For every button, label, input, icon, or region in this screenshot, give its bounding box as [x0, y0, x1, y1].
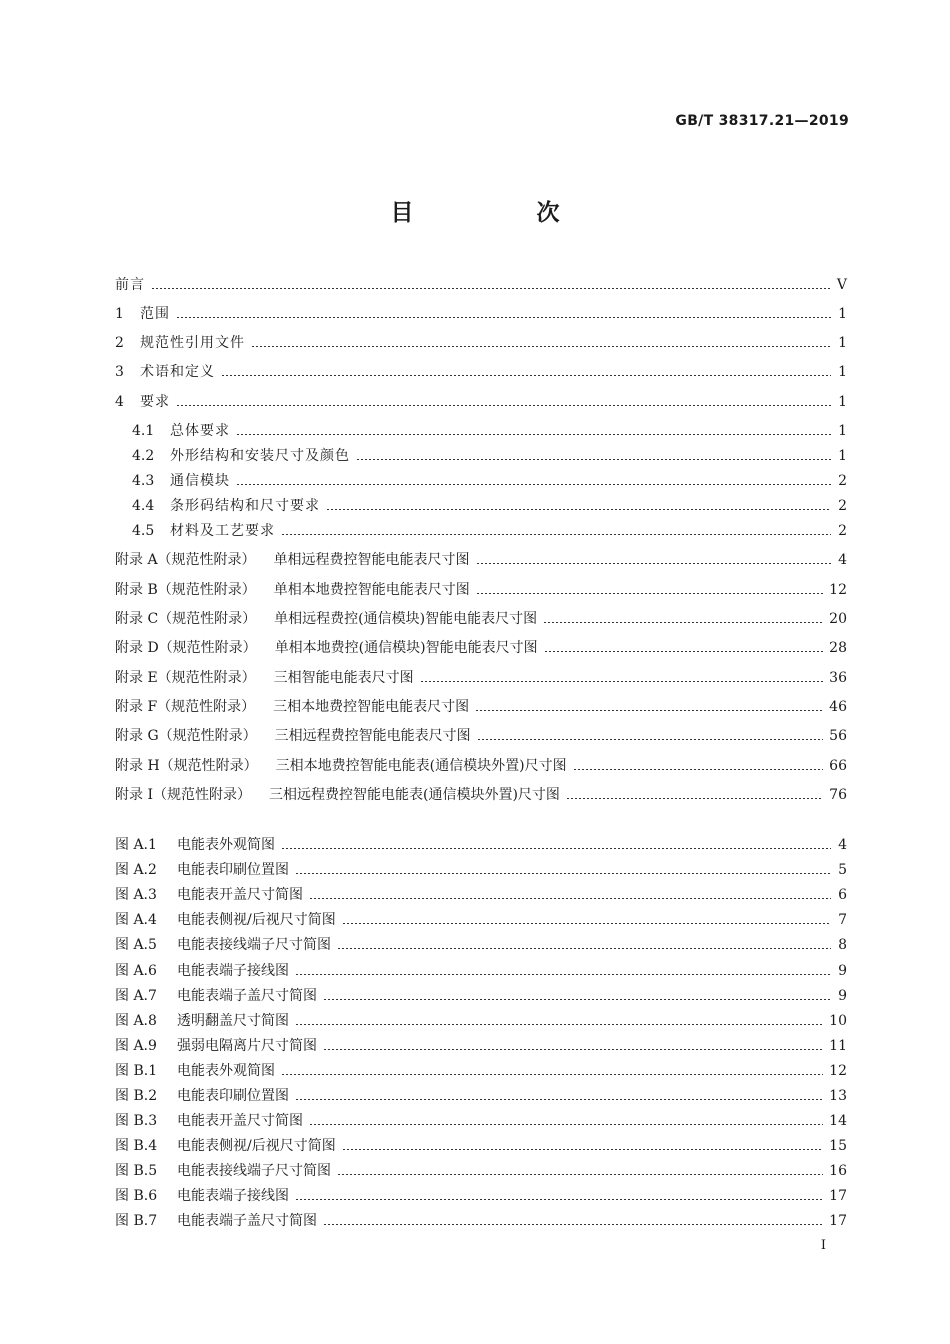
- toc-entry-label: 范围: [140, 306, 170, 322]
- dot-leader: [323, 1049, 823, 1050]
- dot-leader: [326, 509, 831, 510]
- toc-appendix-d[interactable]: [115, 639, 847, 657]
- toc-entry-page: 36: [829, 670, 847, 686]
- dot-leader: [236, 434, 831, 435]
- toc-entry-page: 16: [829, 1163, 847, 1179]
- toc-entry-label: 电能表端子盖尺寸简图: [177, 1213, 317, 1229]
- dot-leader: [251, 346, 831, 347]
- page-title: 目 次: [390, 200, 610, 226]
- toc-entry-label: 要求: [140, 394, 170, 410]
- toc-entry-label: 外形结构和安装尺寸及颜色: [170, 448, 350, 464]
- dot-leader: [356, 459, 831, 460]
- toc-entry-page: 7: [838, 912, 847, 928]
- toc-entry-label: 三相智能电能表尺寸图: [273, 670, 414, 686]
- figure-number: 图 A.9: [115, 1038, 157, 1054]
- dot-leader: [221, 375, 831, 376]
- toc-figure[interactable]: [115, 1162, 847, 1180]
- toc-entry-label: 规范性引用文件: [140, 335, 245, 351]
- toc-entry-page: 2: [838, 523, 847, 539]
- toc-entry-number: 4.3: [132, 473, 155, 489]
- figure-number: 图 B.2: [115, 1088, 158, 1104]
- toc-entry-foreword[interactable]: [115, 276, 847, 294]
- toc-entry-requirements[interactable]: [115, 393, 847, 411]
- toc-entry-label: 通信模块: [170, 473, 230, 489]
- toc-figure[interactable]: [115, 836, 847, 854]
- toc-entry-page: 1: [838, 306, 847, 322]
- toc-figure[interactable]: [115, 1037, 847, 1055]
- toc-appendix-h[interactable]: [115, 757, 847, 775]
- toc-entry-page: 66: [829, 758, 847, 774]
- toc-entry-normative-references[interactable]: [115, 334, 847, 352]
- toc-entry-label: 单相远程费控(通信模块)智能电能表尺寸图: [274, 611, 538, 627]
- figure-number: 图 A.8: [115, 1013, 157, 1029]
- toc-appendix-f[interactable]: [115, 698, 847, 716]
- toc-entry-page: 17: [829, 1213, 847, 1229]
- toc-figure[interactable]: [115, 1212, 847, 1230]
- dot-leader: [477, 739, 824, 740]
- toc-entry-number: 4.2: [132, 448, 155, 464]
- toc-entry-label: 电能表印刷位置图: [177, 862, 289, 878]
- dot-leader: [337, 948, 831, 949]
- toc-entry-page: 12: [829, 582, 847, 598]
- dot-leader: [342, 923, 831, 924]
- toc-entry-page: 2: [838, 473, 847, 489]
- toc-figure[interactable]: [115, 861, 847, 879]
- dot-leader: [476, 563, 831, 564]
- toc-entry-page: 11: [829, 1038, 847, 1054]
- toc-entry-label: 电能表外观简图: [177, 1063, 275, 1079]
- toc-entry-terms[interactable]: [115, 363, 847, 381]
- toc-entry-page: 46: [829, 699, 847, 715]
- toc-entry-page: 20: [829, 611, 847, 627]
- toc-entry-number: 1: [115, 306, 124, 322]
- dot-leader: [342, 1149, 823, 1150]
- dot-leader: [309, 1124, 823, 1125]
- toc-entry-page: 4: [838, 837, 847, 853]
- dot-leader: [323, 999, 831, 1000]
- dot-leader: [295, 1199, 823, 1200]
- figure-number: 图 A.2: [115, 862, 157, 878]
- dot-leader: [475, 710, 823, 711]
- dot-leader: [544, 651, 824, 652]
- figure-number: 图 B.6: [115, 1188, 158, 1204]
- appendix-prefix: 附录 E（规范性附录）: [115, 670, 256, 686]
- dot-leader: [281, 534, 831, 535]
- toc-entry-page: 8: [838, 937, 847, 953]
- toc-entry-label: 三相本地费控智能电能表尺寸图: [273, 699, 470, 715]
- toc-entry-page: 2: [838, 498, 847, 514]
- toc-entry-page: 10: [829, 1013, 847, 1029]
- toc-appendix-g[interactable]: [115, 727, 847, 745]
- toc-figure[interactable]: [115, 962, 847, 980]
- toc-entry-label: 术语和定义: [140, 364, 215, 380]
- appendix-prefix: 附录 F（规范性附录）: [115, 699, 256, 715]
- toc-entry-number: 4: [115, 394, 124, 410]
- toc-entry-label: 电能表接线端子尺寸简图: [177, 937, 331, 953]
- toc-figure[interactable]: [115, 1062, 847, 1080]
- figure-number: 图 A.3: [115, 887, 157, 903]
- appendix-prefix: 附录 A（规范性附录）: [115, 552, 256, 568]
- page-number: I: [820, 1238, 826, 1253]
- appendix-prefix: 附录 G（规范性附录）: [115, 728, 257, 744]
- dot-leader: [176, 405, 831, 406]
- toc-entry-page: 13: [829, 1088, 847, 1104]
- toc-entry-label: 电能表端子盖尺寸简图: [177, 988, 317, 1004]
- dot-leader: [176, 317, 831, 318]
- toc-appendix-c[interactable]: [115, 610, 847, 628]
- toc-entry-label: 前言: [115, 277, 145, 293]
- toc-entry-label: 单相远程费控智能电能表尺寸图: [273, 552, 470, 568]
- toc-entry-label: 电能表开盖尺寸简图: [177, 1113, 303, 1129]
- appendix-prefix: 附录 H（规范性附录）: [115, 758, 258, 774]
- toc-entry-label: 电能表端子接线图: [177, 1188, 289, 1204]
- toc-entry-page: 15: [829, 1138, 847, 1154]
- toc-entry-label: 三相远程费控智能电能表(通信模块外置)尺寸图: [268, 787, 560, 803]
- toc-entry-page: 6: [838, 887, 847, 903]
- toc-entry-number: 4.1: [132, 423, 155, 439]
- toc-appendix-e[interactable]: [115, 669, 847, 687]
- toc-entry-label: 电能表端子接线图: [177, 963, 289, 979]
- toc-entry-page: 1: [838, 394, 847, 410]
- toc-entry-label: 条形码结构和尺寸要求: [170, 498, 320, 514]
- figure-number: 图 A.4: [115, 912, 157, 928]
- dot-leader: [309, 898, 831, 899]
- dot-leader: [295, 873, 831, 874]
- toc-entry-label: 电能表开盖尺寸简图: [177, 887, 303, 903]
- toc-subentry[interactable]: [132, 472, 847, 490]
- figure-number: 图 A.6: [115, 963, 157, 979]
- dot-leader: [323, 1224, 823, 1225]
- toc-appendix-a[interactable]: [115, 551, 847, 569]
- toc-entry-label: 电能表印刷位置图: [177, 1088, 289, 1104]
- toc-appendix-i[interactable]: [115, 786, 847, 804]
- toc-entry-label: 电能表接线端子尺寸简图: [177, 1163, 331, 1179]
- figure-number: 图 A.5: [115, 937, 157, 953]
- toc-figure[interactable]: [115, 987, 847, 1005]
- dot-leader: [337, 1174, 823, 1175]
- toc-entry-page: 1: [838, 335, 847, 351]
- toc-figure[interactable]: [115, 911, 847, 929]
- toc-figure[interactable]: [115, 1187, 847, 1205]
- figure-number: 图 B.1: [115, 1063, 158, 1079]
- dot-leader: [281, 848, 831, 849]
- dot-leader: [420, 681, 824, 682]
- toc-entry-number: 4.4: [132, 498, 155, 514]
- toc-entry-page: 5: [838, 862, 847, 878]
- toc-entry-label: 强弱电隔离片尺寸简图: [177, 1038, 317, 1054]
- toc-entry-label: 三相本地费控智能电能表(通信模块外置)尺寸图: [275, 758, 567, 774]
- appendix-prefix: 附录 B（规范性附录）: [115, 582, 256, 598]
- toc-subentry[interactable]: [132, 522, 847, 540]
- toc-appendix-b[interactable]: [115, 581, 847, 599]
- toc-entry-page: 56: [829, 728, 847, 744]
- toc-entry-page: 14: [829, 1113, 847, 1129]
- toc-entry-page: 4: [838, 552, 847, 568]
- toc-figure[interactable]: [115, 1112, 847, 1130]
- toc-subentry[interactable]: [132, 447, 847, 465]
- toc-entry-page: 12: [829, 1063, 847, 1079]
- dot-leader: [295, 974, 831, 975]
- toc-entry-number: 3: [115, 364, 124, 380]
- toc-figure[interactable]: [115, 936, 847, 954]
- figure-number: 图 B.3: [115, 1113, 158, 1129]
- dot-leader: [295, 1024, 823, 1025]
- dot-leader: [151, 288, 831, 289]
- toc-entry-label: 单相本地费控(通信模块)智能电能表尺寸图: [274, 640, 538, 656]
- toc-entry-scope[interactable]: [115, 305, 847, 323]
- toc-entry-page: 76: [829, 787, 847, 803]
- toc-subentry[interactable]: [132, 422, 847, 440]
- standard-code: GB/T 38317.21—2019: [675, 113, 849, 129]
- dot-leader: [295, 1099, 823, 1100]
- toc-entry-label: 材料及工艺要求: [170, 523, 275, 539]
- toc-entry-label: 总体要求: [170, 423, 230, 439]
- dot-leader: [566, 798, 823, 799]
- appendix-prefix: 附录 D（规范性附录）: [115, 640, 257, 656]
- dot-leader: [281, 1074, 823, 1075]
- dot-leader: [236, 484, 831, 485]
- figure-number: 图 A.7: [115, 988, 157, 1004]
- toc-entry-number: 4.5: [132, 523, 155, 539]
- toc-entry-label: 单相本地费控智能电能表尺寸图: [273, 582, 470, 598]
- dot-leader: [476, 593, 823, 594]
- appendix-prefix: 附录 I（规范性附录）: [115, 787, 251, 803]
- toc-entry-page: 1: [838, 448, 847, 464]
- toc-entry-page: 9: [838, 963, 847, 979]
- toc-entry-page: 1: [838, 423, 847, 439]
- dot-leader: [573, 769, 824, 770]
- toc-entry-label: 电能表侧视/后视尺寸简图: [177, 1138, 336, 1154]
- toc-figure[interactable]: [115, 1012, 847, 1030]
- toc-figure[interactable]: [115, 1137, 847, 1155]
- dot-leader: [543, 622, 823, 623]
- figure-number: 图 A.1: [115, 837, 157, 853]
- toc-entry-page: 9: [838, 988, 847, 1004]
- toc-entry-label: 三相远程费控智能电能表尺寸图: [274, 728, 471, 744]
- figure-number: 图 B.7: [115, 1213, 158, 1229]
- toc-figure[interactable]: [115, 886, 847, 904]
- toc-entry-page: 28: [829, 640, 847, 656]
- toc-entry-page: V: [836, 277, 847, 293]
- toc-figure[interactable]: [115, 1087, 847, 1105]
- toc-subentry[interactable]: [132, 497, 847, 515]
- toc-entry-label: 透明翻盖尺寸简图: [177, 1013, 289, 1029]
- toc-entry-label: 电能表外观简图: [177, 837, 275, 853]
- figure-number: 图 B.4: [115, 1138, 158, 1154]
- toc-entry-page: 1: [838, 364, 847, 380]
- toc-entry-page: 17: [829, 1188, 847, 1204]
- appendix-prefix: 附录 C（规范性附录）: [115, 611, 257, 627]
- toc-entry-label: 电能表侧视/后视尺寸简图: [177, 912, 336, 928]
- figure-number: 图 B.5: [115, 1163, 158, 1179]
- toc-entry-number: 2: [115, 335, 124, 351]
